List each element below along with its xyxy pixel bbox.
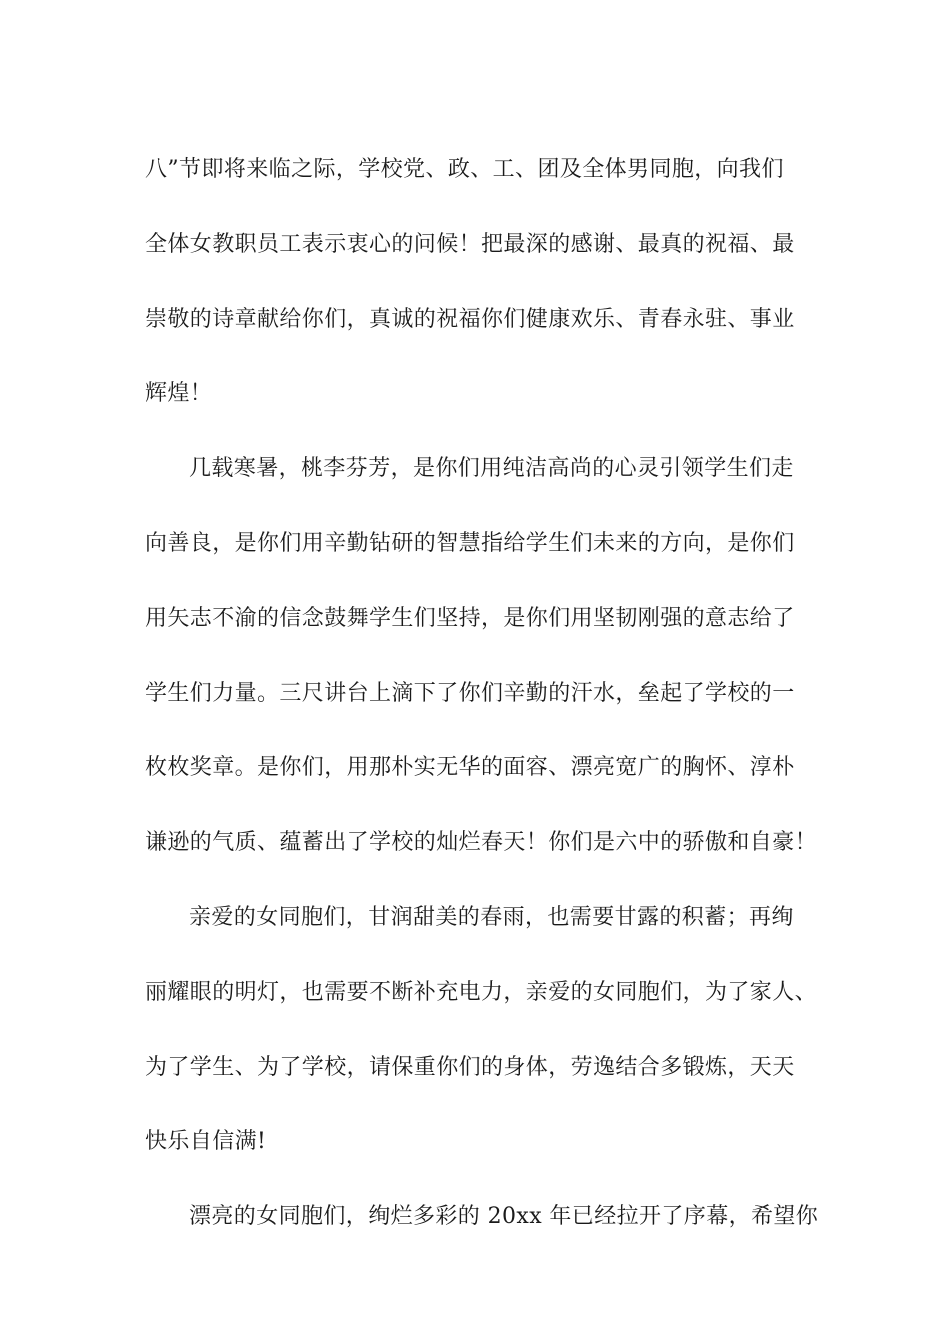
text-line-7: 用矢志不渝的信念鼓舞学生们坚持，是你们用坚韧刚强的意志给了: [145, 605, 795, 631]
text-line-10: 谦逊的气质、蕴蓄出了学校的灿烂春天！你们是六中的骄傲和自豪！: [145, 830, 818, 856]
document-body: [145, 133, 825, 1255]
text-line-3: 崇敬的诗章献给你们，真诚的祝福你们健康欢乐、青春永驻、事业: [145, 306, 795, 332]
text-line-8: 学生们力量。三尺讲台上滴下了你们辛勤的汗水，垒起了学校的一: [145, 680, 795, 706]
text-line-13: 为了学生、为了学校，请保重你们的身体，劳逸结合多锻炼，天天: [145, 1054, 795, 1080]
text-line-4: 辉煌！: [145, 381, 213, 407]
text-line-12: 丽耀眼的明灯，也需要不断补充电力，亲爱的女同胞们，为了家人、: [145, 979, 818, 1005]
text-line-1: 八”节即将来临之际，学校党、政、工、团及全体男同胞，向我们: [145, 157, 784, 182]
text-line-6: 向善良，是你们用辛勤钻研的智慧指给学生们未来的方向，是你们: [145, 530, 795, 556]
text-line-15: 漂亮的女同胞们，绚烂多彩的 20xx 年已经拉开了序幕，希望你: [189, 1204, 819, 1230]
text-line-9: 枚枚奖章。是你们，用那朴实无华的面容、漂亮宽广的胸怀、淳朴: [145, 755, 795, 781]
text-line-11: 亲爱的女同胞们，甘润甜美的春雨，也需要甘露的积蓄；再绚: [189, 904, 794, 930]
text-line-14: 快乐自信满!: [145, 1129, 267, 1155]
text-line-5: 几载寒暑，桃李芬芳，是你们用纯洁高尚的心灵引领学生们走: [189, 456, 794, 482]
text-line-2: 全体女教职员工表示衷心的问候！把最深的感谢、最真的祝福、最: [145, 231, 795, 257]
